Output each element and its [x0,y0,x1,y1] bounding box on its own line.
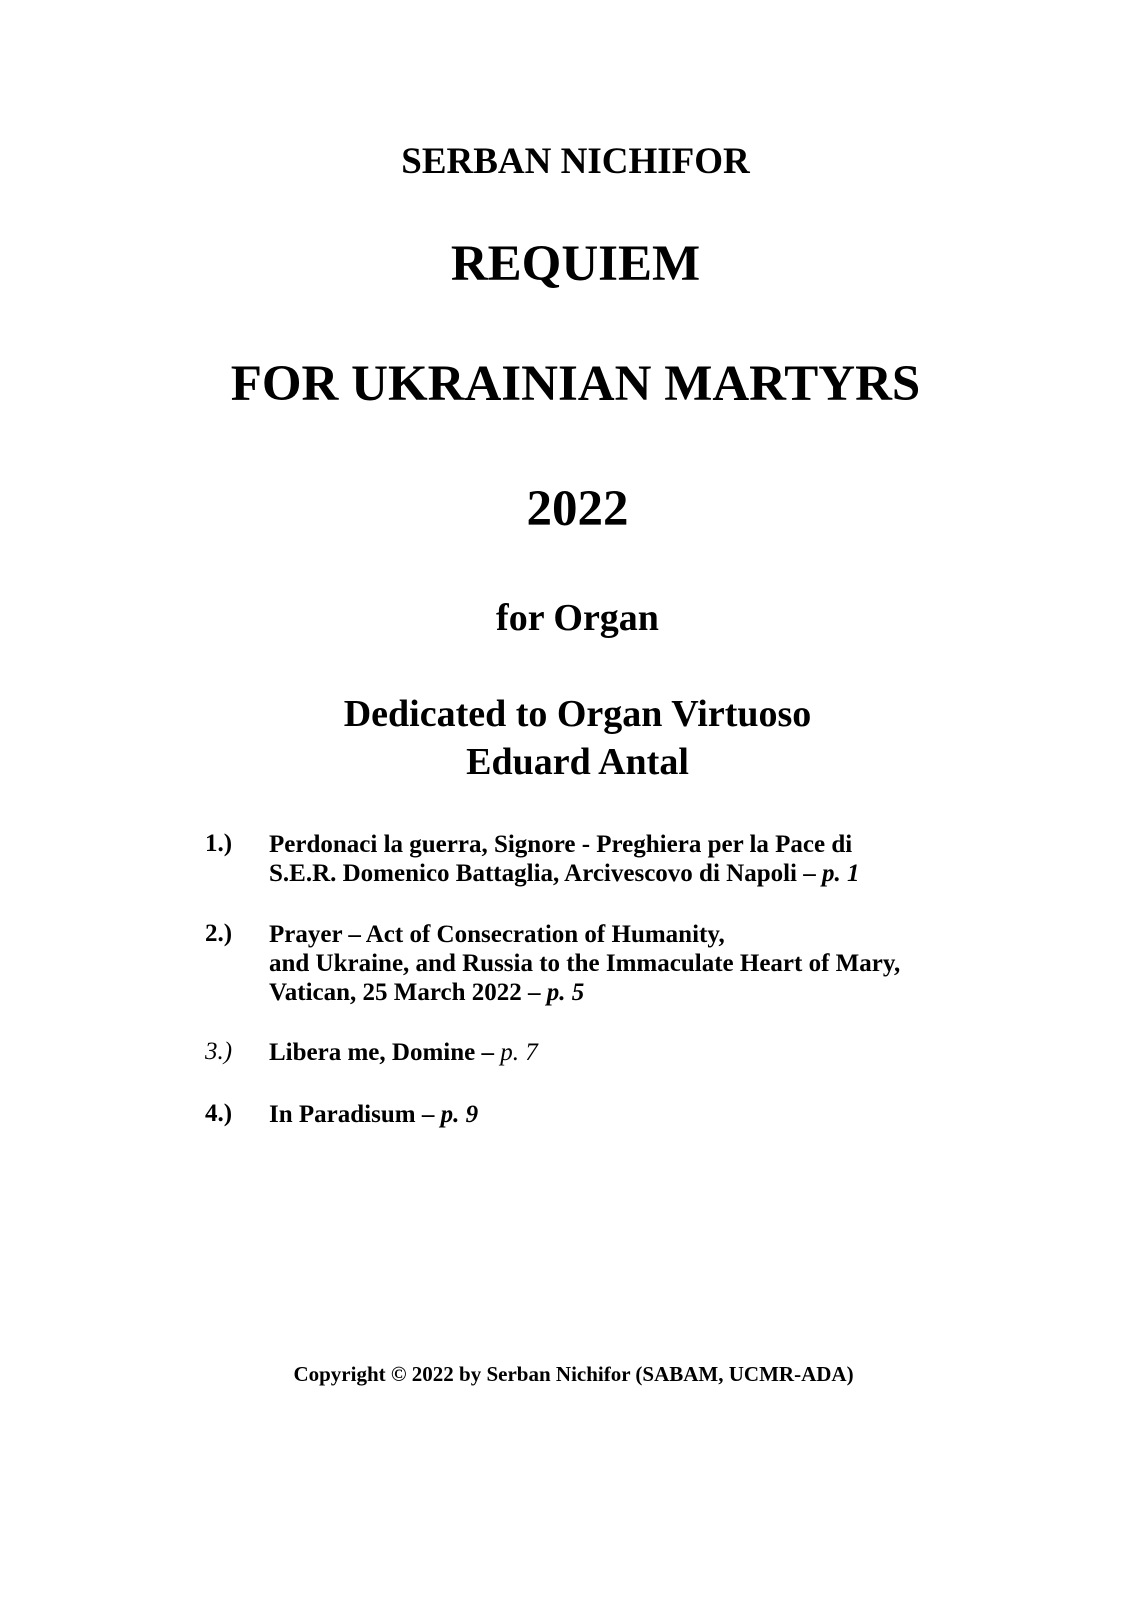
entry-number: 2.) [205,920,233,947]
entry-title-line: In Paradisum – p. 9 [269,1101,479,1128]
entry-title [269,1038,538,1067]
instrumentation: for Organ [496,597,659,639]
entry-page: p. 5 [546,979,585,1006]
dedication [12,690,1131,786]
entry-title [269,920,900,1007]
work-year: 2022 [526,481,629,537]
copyright-notice: Copyright © 2022 by Serban Nichifor (SABAM, UCMR-ADA) [293,1362,854,1386]
entry-title-line: Prayer – Act of Consecration of Humanity, [269,921,725,948]
composer-name: SERBAN NICHIFOR [401,141,750,182]
entry-title [269,830,860,888]
work-subtitle: FOR UKRAINIAN MARTYRS [230,356,921,412]
entry-number: 3.) [205,1038,233,1065]
entry-title-line: Libera me, Domine – p. 7 [269,1039,538,1066]
dedication-line: Dedicated to Organ Virtuoso [343,693,812,735]
entry-page: p. 7 [500,1039,538,1066]
entry-title-line: S.E.R. Domenico Battaglia, Arcivescovo di Napoli – p. 1 [269,860,860,887]
entry-page: p. 9 [440,1101,479,1128]
entry-page: p. 1 [822,860,860,887]
entry-title-line: Vatican, 25 March 2022 – p. 5 [269,979,585,1006]
dedicatee-name: Eduard Antal [466,741,689,783]
entry-number: 4.) [205,1100,233,1127]
entry-title-line: and Ukraine, and Russia to the Immaculate Heart of Mary, [269,950,901,977]
work-title: REQUIEM [450,236,701,292]
entry-title-line: Perdonaci la guerra, Signore - Preghiera per la Pace di [269,831,853,858]
entry-number: 1.) [205,830,233,857]
entry-title [269,1100,478,1129]
